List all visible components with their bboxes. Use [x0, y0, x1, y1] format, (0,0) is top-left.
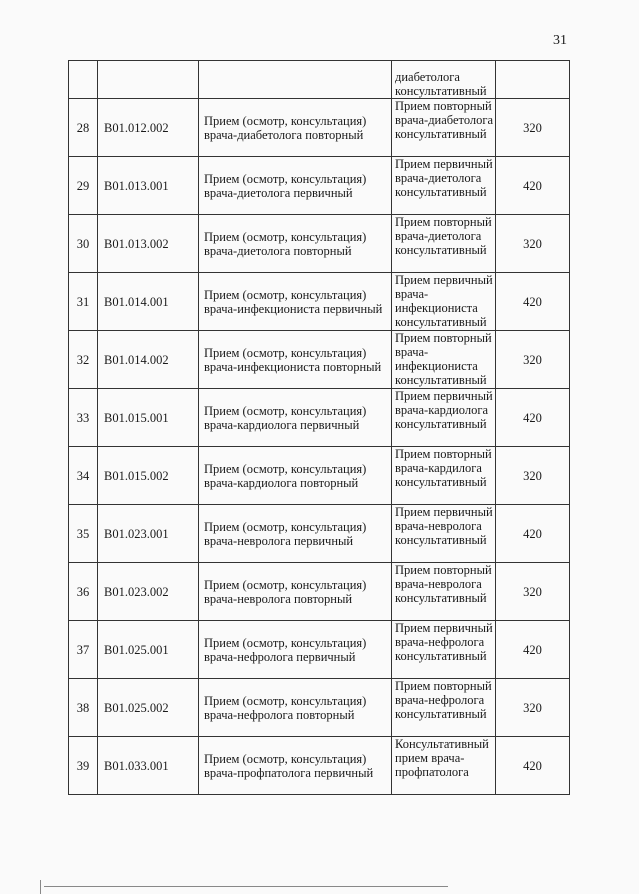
row-number: 36: [69, 563, 98, 621]
service-code: B01.014.001: [98, 273, 199, 331]
service-name: Прием повторный врача-нефролога консультативный: [392, 679, 496, 737]
service-code: B01.025.001: [98, 621, 199, 679]
footer-rule: [44, 886, 448, 887]
row-number: 32: [69, 331, 98, 389]
service-name: Прием повторный врача-невролога консультативный: [392, 563, 496, 621]
service-code: B01.014.002: [98, 331, 199, 389]
service-name: Прием повторный врача-инфекциониста консультативный: [392, 331, 496, 389]
margin-mark: [40, 880, 41, 894]
service-code: B01.013.002: [98, 215, 199, 273]
service-description: Прием (осмотр, консультация) врача-диабетолога повторный: [199, 99, 392, 157]
table-row: [69, 621, 570, 679]
service-description: Прием (осмотр, консультация) врача-инфекциониста первичный: [199, 273, 392, 331]
service-description: Прием (осмотр, консультация) врача-инфекциониста повторный: [199, 331, 392, 389]
row-number: 31: [69, 273, 98, 331]
service-price: 320: [496, 331, 570, 389]
service-price: 420: [496, 505, 570, 563]
service-description: Прием (осмотр, консультация) врача-кардиолога повторный: [199, 447, 392, 505]
table-row: [69, 737, 570, 795]
service-price: 320: [496, 679, 570, 737]
service-price: 420: [496, 621, 570, 679]
service-description: Прием (осмотр, консультация) врача-профпатолога первичный: [199, 737, 392, 795]
service-name: Прием повторный врача-кардилога консультативный: [392, 447, 496, 505]
table-row: [69, 447, 570, 505]
service-name: Прием повторный врача-диабетолога консультативный: [392, 99, 496, 157]
row-number: 33: [69, 389, 98, 447]
service-description: Прием (осмотр, консультация) врача-диетолога первичный: [199, 157, 392, 215]
row-number: 34: [69, 447, 98, 505]
service-price: 320: [496, 99, 570, 157]
service-price: 320: [496, 563, 570, 621]
service-name: Прием первичный врача-инфекциониста консультативный: [392, 273, 496, 331]
service-description: Прием (осмотр, консультация) врача-невролога первичный: [199, 505, 392, 563]
page-number: 31: [553, 33, 567, 48]
table-row: [69, 215, 570, 273]
service-code: B01.025.002: [98, 679, 199, 737]
table-row-continued: [69, 61, 570, 99]
service-price: 420: [496, 737, 570, 795]
service-price: 420: [496, 389, 570, 447]
table-row: [69, 563, 570, 621]
service-code: B01.012.002: [98, 99, 199, 157]
service-description: [199, 61, 392, 99]
price-table: [68, 60, 570, 795]
row-number: 30: [69, 215, 98, 273]
service-price: 320: [496, 447, 570, 505]
table-row: [69, 99, 570, 157]
service-name: Прием повторный врача-диетолога консультативный: [392, 215, 496, 273]
table-row: [69, 389, 570, 447]
service-code: B01.015.002: [98, 447, 199, 505]
service-code: B01.013.001: [98, 157, 199, 215]
service-price: 420: [496, 273, 570, 331]
row-number: 37: [69, 621, 98, 679]
row-number: 39: [69, 737, 98, 795]
service-description: Прием (осмотр, консультация) врача-нефролога первичный: [199, 621, 392, 679]
service-code: B01.023.002: [98, 563, 199, 621]
table-row: [69, 505, 570, 563]
table-row: [69, 679, 570, 737]
service-price: 420: [496, 157, 570, 215]
price-table-body: [69, 61, 570, 795]
row-number: 28: [69, 99, 98, 157]
service-price: [496, 61, 570, 99]
service-description: Прием (осмотр, консультация) врача-кардиолога первичный: [199, 389, 392, 447]
table-row: [69, 331, 570, 389]
row-number: 38: [69, 679, 98, 737]
service-name: Прием первичный врача-кардиолога консультативный: [392, 389, 496, 447]
service-name: Прием первичный врача-невролога консультативный: [392, 505, 496, 563]
service-name: Консультативный прием врача-профпатолога: [392, 737, 496, 795]
service-name: Прием первичный врача-диетолога консультативный: [392, 157, 496, 215]
service-code: B01.015.001: [98, 389, 199, 447]
row-number: 29: [69, 157, 98, 215]
service-description: Прием (осмотр, консультация) врача-невролога повторный: [199, 563, 392, 621]
service-description: Прием (осмотр, консультация) врача-нефролога повторный: [199, 679, 392, 737]
table-row: [69, 273, 570, 331]
service-code: B01.023.001: [98, 505, 199, 563]
service-description: Прием (осмотр, консультация) врача-диетолога повторный: [199, 215, 392, 273]
service-code: B01.033.001: [98, 737, 199, 795]
service-name: диабетолога консультативный: [392, 61, 496, 99]
service-code: [98, 61, 199, 99]
row-number: 35: [69, 505, 98, 563]
service-name: Прием первичный врача-нефролога консультативный: [392, 621, 496, 679]
row-number: [69, 61, 98, 99]
service-price: 320: [496, 215, 570, 273]
table-row: [69, 157, 570, 215]
